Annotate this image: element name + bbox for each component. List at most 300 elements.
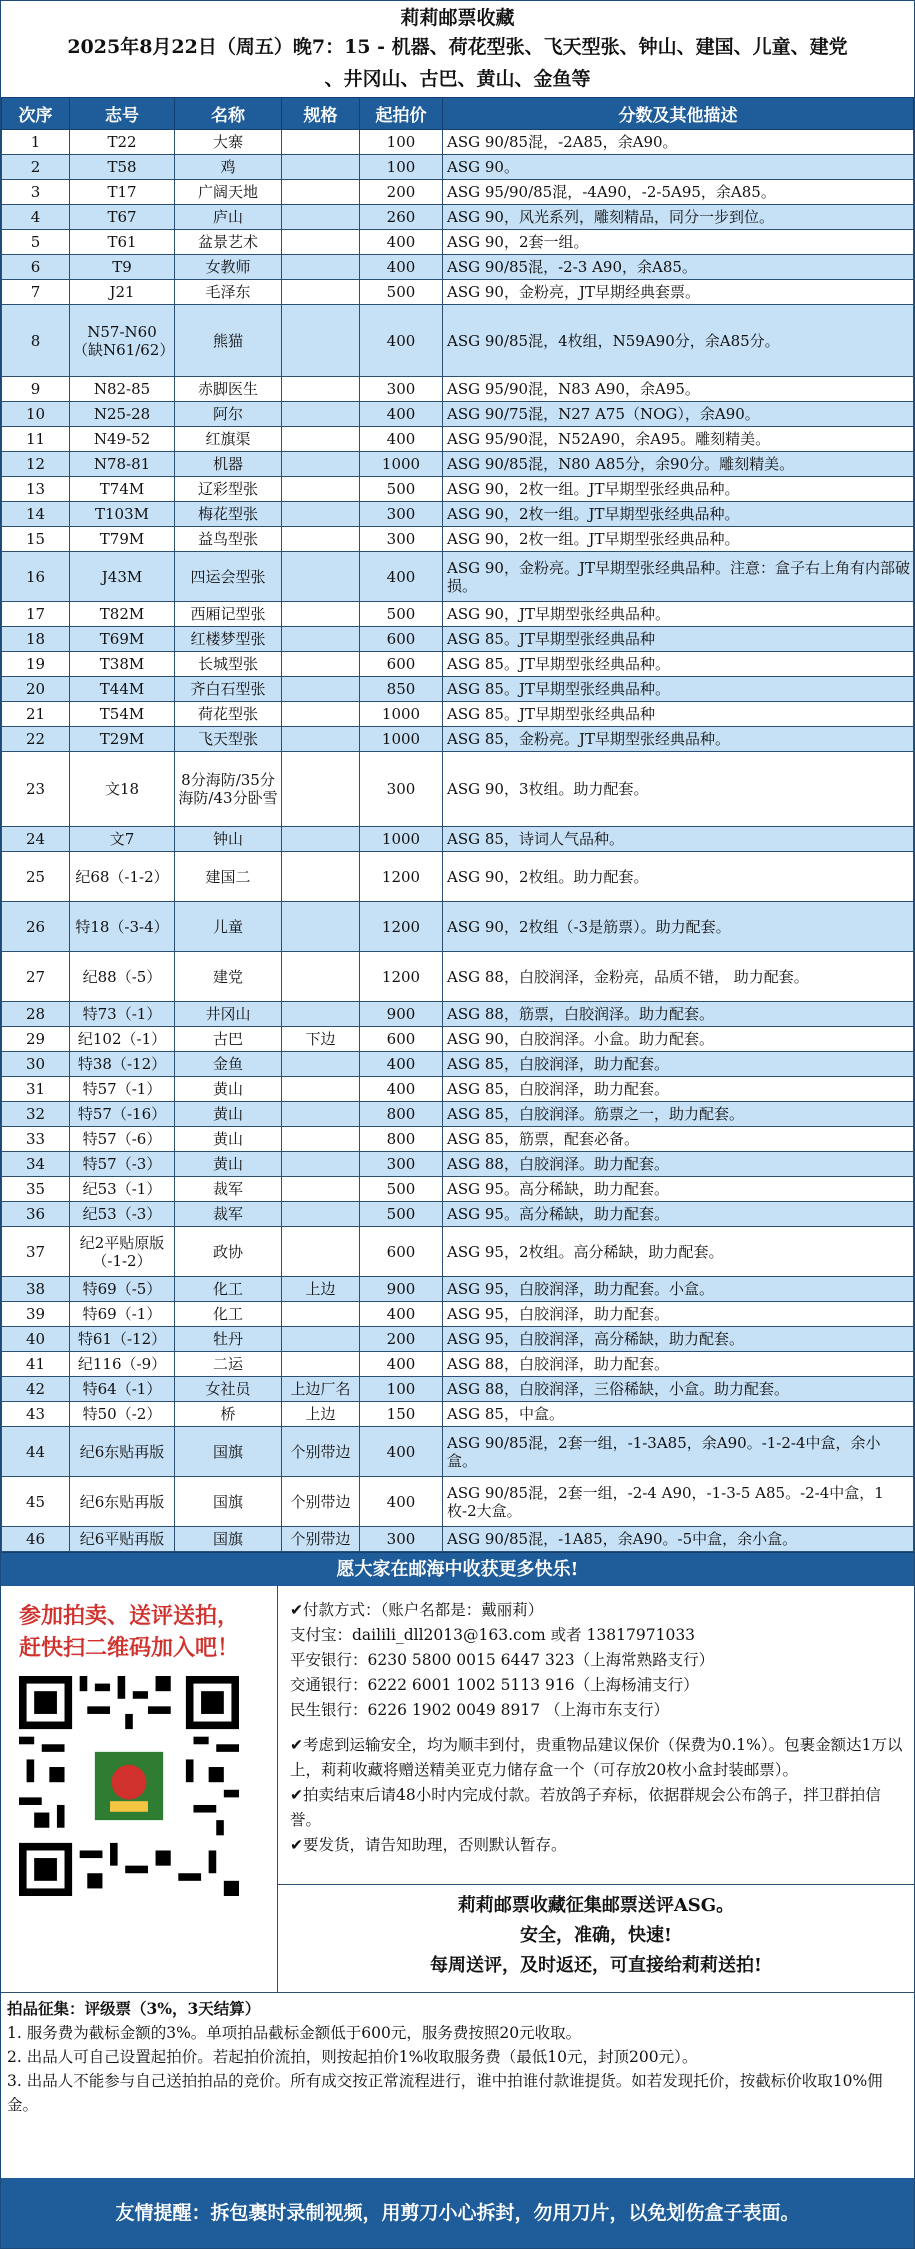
cell-spec: [282, 1327, 360, 1352]
cell-spec: [282, 230, 360, 255]
cell-spec: 上边: [282, 1277, 360, 1302]
cell-price: 500: [360, 280, 443, 305]
cell-desc: ASG 95。高分稀缺，助力配套。: [443, 1177, 914, 1202]
table-row: [2, 1102, 914, 1127]
cell-spec: [282, 652, 360, 677]
cell-no: 6: [2, 255, 70, 280]
cell-desc: ASG 85，金粉亮。JT早期型张经典品种。: [443, 727, 914, 752]
cell-no: 14: [2, 502, 70, 527]
header: [1, 1, 914, 97]
cell-no: 16: [2, 552, 70, 602]
cell-code: 特18（-3-4）: [70, 902, 175, 952]
cell-no: 29: [2, 1027, 70, 1052]
cell-price: 1000: [360, 827, 443, 852]
cell-name: 化工: [175, 1302, 282, 1327]
cell-price: 400: [360, 1302, 443, 1327]
cell-spec: 下边: [282, 1027, 360, 1052]
cell-spec: 个别带边: [282, 1477, 360, 1527]
cell-price: 1000: [360, 702, 443, 727]
payment-panel: [278, 1586, 914, 1884]
cell-price: 400: [360, 1477, 443, 1527]
cell-no: 44: [2, 1427, 70, 1477]
cell-desc: ASG 95。高分稀缺，助力配套。: [443, 1202, 914, 1227]
cell-code: N49-52: [70, 427, 175, 452]
cell-desc: ASG 95/90混，N52A90，余A95。雕刻精美。: [443, 427, 914, 452]
cell-spec: [282, 427, 360, 452]
cell-code: 纪68（-1-2）: [70, 852, 175, 902]
shipping-request-note: ✔要发货，请告知助理，否则默认暂存。: [290, 1836, 567, 1854]
cell-name: 国旗: [175, 1427, 282, 1477]
cell-code: 纪6东贴再版: [70, 1477, 175, 1527]
table-row: [2, 1427, 914, 1477]
table-row: [2, 1402, 914, 1427]
cell-price: 1200: [360, 952, 443, 1002]
cell-desc: ASG 90，金粉亮，JT早期经典套票。: [443, 280, 914, 305]
cell-code: N78-81: [70, 452, 175, 477]
cell-code: T29M: [70, 727, 175, 752]
cell-code: 纪116（-9）: [70, 1352, 175, 1377]
table-row: [2, 1352, 914, 1377]
cell-price: 400: [360, 305, 443, 377]
table-row: [2, 552, 914, 602]
cell-code: 特57（-1）: [70, 1077, 175, 1102]
cell-price: 600: [360, 1227, 443, 1277]
cell-desc: ASG 90，2枚一组。JT早期型张经典品种。: [443, 527, 914, 552]
cell-spec: [282, 155, 360, 180]
cell-spec: [282, 627, 360, 652]
lot-table-body: [2, 130, 914, 1552]
col-header-spec: 规格: [282, 98, 360, 130]
table-row: [2, 280, 914, 305]
cell-desc: ASG 95/90混，N83 A90，余A95。: [443, 377, 914, 402]
cell-price: 400: [360, 1352, 443, 1377]
cell-code: 纪6平贴再版: [70, 1527, 175, 1552]
cell-spec: [282, 952, 360, 1002]
cell-code: N57-N60（缺N61/62）: [70, 305, 175, 377]
comm-account: 交通银行：6222 6001 1002 5113 916（上海杨浦支行）: [290, 1676, 699, 1694]
cell-price: 400: [360, 230, 443, 255]
cell-code: 特69（-5）: [70, 1277, 175, 1302]
cell-price: 300: [360, 377, 443, 402]
cell-code: T54M: [70, 702, 175, 727]
cell-code: T103M: [70, 502, 175, 527]
cell-spec: [282, 1102, 360, 1127]
cell-name: 国旗: [175, 1527, 282, 1552]
cell-spec: [282, 702, 360, 727]
cell-name: 8分海防/35分海防/43分卧雪: [175, 752, 282, 827]
table-row: [2, 1077, 914, 1102]
cell-code: 特50（-2）: [70, 1402, 175, 1427]
cell-code: T22: [70, 130, 175, 155]
cell-spec: [282, 1052, 360, 1077]
cell-price: 400: [360, 402, 443, 427]
cell-no: 10: [2, 402, 70, 427]
cell-no: 20: [2, 677, 70, 702]
pingan-account: 平安银行：6230 5800 0015 6447 323（上海常熟路支行）: [290, 1651, 715, 1669]
cell-desc: ASG 90，风光系列，雕刻精品，同分一步到位。: [443, 205, 914, 230]
cell-name: 钟山: [175, 827, 282, 852]
table-row: [2, 502, 914, 527]
banner: 愿大家在邮海中收获更多快乐!: [1, 1552, 914, 1586]
promo-line2: 赶快扫二维码加入吧！: [19, 1635, 240, 1661]
cell-no: 23: [2, 752, 70, 827]
table-row: [2, 627, 914, 652]
cell-desc: ASG 90。: [443, 155, 914, 180]
cell-code: 特61（-12）: [70, 1327, 175, 1352]
cell-code: 特57（-6）: [70, 1127, 175, 1152]
cell-desc: ASG 95，白胶润泽，高分稀缺，助力配套。: [443, 1327, 914, 1352]
cell-spec: [282, 180, 360, 205]
table-row: [2, 155, 914, 180]
cell-spec: [282, 752, 360, 827]
cell-name: 毛泽东: [175, 280, 282, 305]
table-row: [2, 652, 914, 677]
cell-code: 特73（-1）: [70, 1002, 175, 1027]
cell-price: 500: [360, 1177, 443, 1202]
cell-price: 400: [360, 1052, 443, 1077]
cell-spec: [282, 1077, 360, 1102]
auction-subtitle-line2: 、井冈山、古巴、黄山、金鱼等: [324, 68, 591, 90]
cell-name: 阿尔: [175, 402, 282, 427]
cell-desc: ASG 85，中盒。: [443, 1402, 914, 1427]
cell-price: 900: [360, 1002, 443, 1027]
cell-no: 24: [2, 827, 70, 852]
table-row: [2, 677, 914, 702]
cell-code: J21: [70, 280, 175, 305]
cell-desc: ASG 85。JT早期型张经典品种: [443, 627, 914, 652]
cell-name: 盆景艺术: [175, 230, 282, 255]
cell-spec: [282, 1202, 360, 1227]
table-row: [2, 852, 914, 902]
cell-name: 红楼梦型张: [175, 627, 282, 652]
cell-spec: [282, 727, 360, 752]
table-row: [2, 402, 914, 427]
cell-desc: ASG 85，诗词人气品种。: [443, 827, 914, 852]
cell-name: 建党: [175, 952, 282, 1002]
cell-code: J43M: [70, 552, 175, 602]
cell-no: 39: [2, 1302, 70, 1327]
cell-desc: ASG 88，白胶润泽，助力配套。: [443, 1352, 914, 1377]
page-title: 莉莉邮票收藏: [400, 7, 515, 29]
cell-name: 化工: [175, 1277, 282, 1302]
cell-name: 长城型张: [175, 652, 282, 677]
cell-price: 400: [360, 1427, 443, 1477]
cell-no: 19: [2, 652, 70, 677]
cell-code: T82M: [70, 602, 175, 627]
cell-name: 政协: [175, 1227, 282, 1277]
table-row: [2, 1377, 914, 1402]
cell-no: 1: [2, 130, 70, 155]
cell-price: 800: [360, 1102, 443, 1127]
cell-spec: 上边: [282, 1402, 360, 1427]
rule-2: 2. 出品人可自己设置起拍价。若起拍价流拍，则按起拍价1%收取服务费（最低10元，封顶200元）。: [7, 2048, 698, 2066]
cell-code: T17: [70, 180, 175, 205]
cell-desc: ASG 95/90/85混，-4A90，-2-5A95，余A85。: [443, 180, 914, 205]
cell-desc: ASG 90，2枚一组。JT早期型张经典品种。: [443, 477, 914, 502]
table-row: [2, 527, 914, 552]
cell-spec: [282, 827, 360, 852]
table-row: [2, 602, 914, 627]
cell-no: 3: [2, 180, 70, 205]
cell-code: T61: [70, 230, 175, 255]
cell-price: 1000: [360, 452, 443, 477]
cell-no: 17: [2, 602, 70, 627]
cell-price: 400: [360, 427, 443, 452]
cell-price: 300: [360, 1152, 443, 1177]
cell-price: 600: [360, 627, 443, 652]
cell-name: 赤脚医生: [175, 377, 282, 402]
cell-code: N25-28: [70, 402, 175, 427]
rule-1: 1. 服务费为截标金额的3%。单项拍品截标金额低于600元，服务费按照20元收取。: [7, 2024, 582, 2042]
cell-no: 26: [2, 902, 70, 952]
cell-price: 100: [360, 155, 443, 180]
cell-desc: ASG 85。JT早期型张经典品种。: [443, 677, 914, 702]
cell-desc: ASG 90，JT早期型张经典品种。: [443, 602, 914, 627]
cell-desc: ASG 88，白胶润泽，金粉亮，品质不错， 助力配套。: [443, 952, 914, 1002]
cell-code: T74M: [70, 477, 175, 502]
cell-spec: [282, 1152, 360, 1177]
table-row: [2, 702, 914, 727]
cell-spec: [282, 502, 360, 527]
cell-spec: [282, 902, 360, 952]
cell-spec: [282, 1227, 360, 1277]
cell-price: 200: [360, 180, 443, 205]
cell-name: 鸡: [175, 155, 282, 180]
cell-no: 15: [2, 527, 70, 552]
cell-no: 28: [2, 1002, 70, 1027]
cell-spec: [282, 852, 360, 902]
cell-code: 特38（-12）: [70, 1052, 175, 1077]
cell-desc: ASG 90/85混，-2A85，余A90。: [443, 130, 914, 155]
cell-price: 400: [360, 255, 443, 280]
cell-code: 纪6东贴再版: [70, 1427, 175, 1477]
table-row: [2, 452, 914, 477]
shipping-note: ✔考虑到运输安全，均为顺丰到付，贵重物品建议保价（保费为0.1%）。包裹金额达1万以上，莉莉收藏将赠送精美亚克力储存盒一个（可存放20枚小盒封装邮票）。: [290, 1736, 903, 1779]
cell-name: 黄山: [175, 1152, 282, 1177]
cell-desc: ASG 85，白胶润泽。筋票之一，助力配套。: [443, 1102, 914, 1127]
cell-desc: ASG 90，白胶润泽。小盒。助力配套。: [443, 1027, 914, 1052]
footer-reminder: 友情提醒：拆包裹时录制视频，用剪刀小心拆封，勿用刀片，以免划伤盒子表面。: [1, 2178, 914, 2248]
cell-price: 300: [360, 1527, 443, 1552]
cell-price: 100: [360, 130, 443, 155]
col-header-price: 起拍价: [360, 98, 443, 130]
cell-no: 37: [2, 1227, 70, 1277]
table-row: [2, 255, 914, 280]
info-right: [278, 1586, 914, 1992]
col-header-name: 名称: [175, 98, 282, 130]
rules-title: 拍品征集：评级票（3%，3天结算）: [7, 1999, 261, 2018]
table-row: [2, 1327, 914, 1352]
table-row: [2, 305, 914, 377]
cell-name: 四运会型张: [175, 552, 282, 602]
cell-spec: 个别带边: [282, 1427, 360, 1477]
cell-code: 特69（-1）: [70, 1302, 175, 1327]
cell-desc: ASG 90/75混，N27 A75（NOG），余A90。: [443, 402, 914, 427]
cell-no: 36: [2, 1202, 70, 1227]
table-row: [2, 1002, 914, 1027]
cell-name: 飞天型张: [175, 727, 282, 752]
cell-desc: ASG 90，2枚组（-3是筋票）。助力配套。: [443, 902, 914, 952]
cell-name: 儿童: [175, 902, 282, 952]
cell-code: 文7: [70, 827, 175, 852]
cell-name: 金鱼: [175, 1052, 282, 1077]
qr-code-icon[interactable]: [19, 1676, 239, 1896]
cell-no: 31: [2, 1077, 70, 1102]
cell-spec: [282, 402, 360, 427]
cell-no: 34: [2, 1152, 70, 1177]
cell-no: 45: [2, 1477, 70, 1527]
alipay-account: 支付宝：dailili_dll2013@163.com 或者 13817971033: [290, 1626, 696, 1644]
cell-spec: [282, 552, 360, 602]
cell-desc: ASG 95，白胶润泽，助力配套。: [443, 1302, 914, 1327]
cell-name: 建国二: [175, 852, 282, 902]
table-row: [2, 377, 914, 402]
cell-price: 400: [360, 552, 443, 602]
cell-desc: ASG 90，2套一组。: [443, 230, 914, 255]
cell-spec: 个别带边: [282, 1527, 360, 1552]
table-row: [2, 230, 914, 255]
cell-no: 2: [2, 155, 70, 180]
cell-no: 35: [2, 1177, 70, 1202]
cell-spec: [282, 1127, 360, 1152]
cell-name: 裁军: [175, 1177, 282, 1202]
cell-desc: ASG 85。JT早期型张经典品种: [443, 702, 914, 727]
cell-price: 500: [360, 602, 443, 627]
table-row: [2, 952, 914, 1002]
cell-spec: [282, 280, 360, 305]
cell-no: 22: [2, 727, 70, 752]
cell-price: 850: [360, 677, 443, 702]
cell-name: 古巴: [175, 1027, 282, 1052]
auction-subtitle-line1: 2025年8月22日（周五）晚7：15 - 机器、荷花型张、飞天型张、钟山、建国、儿童、建党: [67, 36, 848, 58]
cell-price: 300: [360, 527, 443, 552]
cell-desc: ASG 90，2枚一组。JT早期型张经典品种。: [443, 502, 914, 527]
cell-no: 42: [2, 1377, 70, 1402]
table-row: [2, 180, 914, 205]
rule-3: 3. 出品人不能参与自己送拍拍品的竞价。所有成交按正常流程进行，谁中拍谁付款谁提货。如若发现托价，按截标价收取10%佣金。: [7, 2072, 883, 2114]
cell-price: 600: [360, 1027, 443, 1052]
cell-price: 200: [360, 1327, 443, 1352]
collect-panel: [278, 1884, 914, 1992]
table-header-row: [2, 98, 914, 130]
cell-spec: [282, 477, 360, 502]
cell-spec: [282, 377, 360, 402]
col-header-desc: 分数及其他描述: [443, 98, 914, 130]
cell-no: 12: [2, 452, 70, 477]
cell-price: 1200: [360, 902, 443, 952]
cell-no: 30: [2, 1052, 70, 1077]
cell-name: 桥: [175, 1402, 282, 1427]
cell-name: 牡丹: [175, 1327, 282, 1352]
lot-table: [1, 97, 914, 1552]
cell-code: 特57（-16）: [70, 1102, 175, 1127]
cell-spec: [282, 305, 360, 377]
cell-name: 荷花型张: [175, 702, 282, 727]
cmbc-account: 民生银行：6226 1902 0049 8917 （上海市东支行）: [290, 1701, 669, 1719]
cell-no: 41: [2, 1352, 70, 1377]
cell-no: 9: [2, 377, 70, 402]
cell-spec: [282, 602, 360, 627]
cell-no: 46: [2, 1527, 70, 1552]
cell-name: 辽彩型张: [175, 477, 282, 502]
cell-no: 7: [2, 280, 70, 305]
table-row: [2, 1127, 914, 1152]
table-row: [2, 1052, 914, 1077]
cell-name: 庐山: [175, 205, 282, 230]
table-row: [2, 1302, 914, 1327]
cell-price: 500: [360, 477, 443, 502]
cell-name: 黄山: [175, 1127, 282, 1152]
cell-spec: [282, 255, 360, 280]
table-row: [2, 1527, 914, 1552]
cell-name: 黄山: [175, 1102, 282, 1127]
cell-no: 21: [2, 702, 70, 727]
cell-no: 32: [2, 1102, 70, 1127]
cell-price: 300: [360, 502, 443, 527]
promo-line1: 参加拍卖、送评送拍，: [19, 1603, 240, 1629]
cell-desc: ASG 85，白胶润泽，助力配套。: [443, 1052, 914, 1077]
cell-name: 西厢记型张: [175, 602, 282, 627]
table-row: [2, 902, 914, 952]
cell-name: 红旗渠: [175, 427, 282, 452]
cell-no: 43: [2, 1402, 70, 1427]
cell-price: 100: [360, 1377, 443, 1402]
table-row: [2, 1027, 914, 1052]
table-row: [2, 477, 914, 502]
table-row: [2, 130, 914, 155]
collect-line3: 每周送评，及时返还，可直接给莉莉送拍!: [430, 1955, 762, 1976]
table-row: [2, 1177, 914, 1202]
cell-price: 900: [360, 1277, 443, 1302]
cell-desc: ASG 95，白胶润泽，助力配套。小盒。: [443, 1277, 914, 1302]
cell-name: 井冈山: [175, 1002, 282, 1027]
cell-code: T69M: [70, 627, 175, 652]
cell-spec: [282, 1002, 360, 1027]
payment-title: ✔付款方式：（账户名都是：戴丽莉）: [290, 1601, 544, 1619]
cell-spec: [282, 1177, 360, 1202]
cell-no: 4: [2, 205, 70, 230]
cell-code: 纪2平贴原版（-1-2）: [70, 1227, 175, 1277]
cell-price: 500: [360, 1202, 443, 1227]
cell-price: 300: [360, 752, 443, 827]
cell-desc: ASG 88，筋票，白胶润泽。助力配套。: [443, 1002, 914, 1027]
collect-line1: 莉莉邮票收藏征集邮票送评ASG。: [457, 1895, 735, 1916]
cell-desc: ASG 90，金粉亮。JT早期型张经典品种。注意：盒子右上角有内部破损。: [443, 552, 914, 602]
cell-code: 特64（-1）: [70, 1377, 175, 1402]
col-header-no: 次序: [2, 98, 70, 130]
cell-spec: 上边厂名: [282, 1377, 360, 1402]
cell-spec: [282, 527, 360, 552]
cell-code: T38M: [70, 652, 175, 677]
cell-name: 齐白石型张: [175, 677, 282, 702]
cell-spec: [282, 1302, 360, 1327]
cell-name: 黄山: [175, 1077, 282, 1102]
cell-desc: ASG 90，2枚组。助力配套。: [443, 852, 914, 902]
cell-price: 1200: [360, 852, 443, 902]
cell-desc: ASG 90/85混，N80 A85分，余90分。雕刻精美。: [443, 452, 914, 477]
cell-no: 25: [2, 852, 70, 902]
cell-no: 38: [2, 1277, 70, 1302]
cell-code: 文18: [70, 752, 175, 827]
cell-no: 11: [2, 427, 70, 452]
table-row: [2, 827, 914, 852]
cell-no: 8: [2, 305, 70, 377]
info-section: [1, 1586, 914, 1993]
cell-no: 27: [2, 952, 70, 1002]
cell-no: 5: [2, 230, 70, 255]
table-row: [2, 205, 914, 230]
cell-desc: ASG 85。JT早期型张经典品种。: [443, 652, 914, 677]
